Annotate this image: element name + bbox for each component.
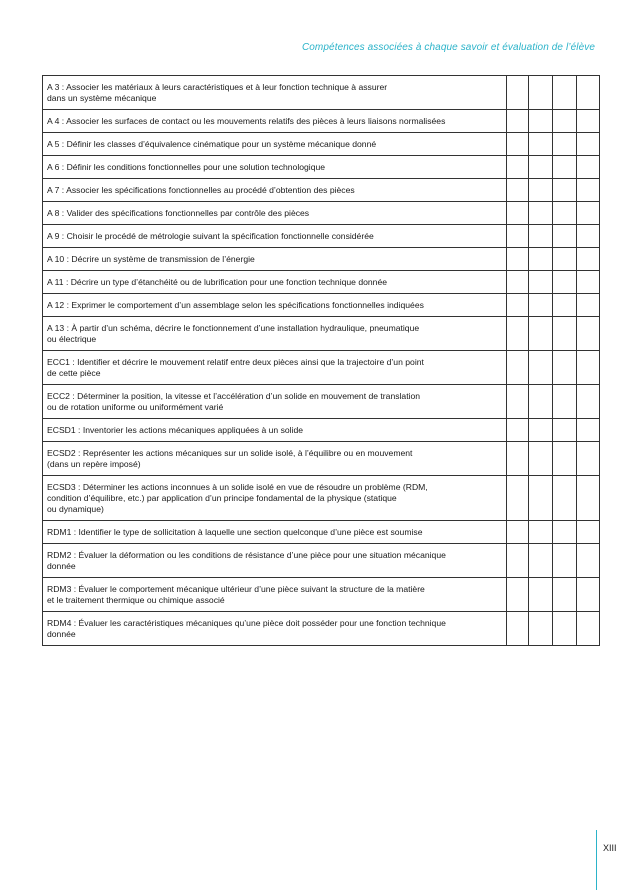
evaluation-checkbox-cell[interactable] [577,294,600,317]
competence-label-line: donnée [47,628,76,639]
table-row [43,156,600,179]
evaluation-checkbox-cell[interactable] [507,294,529,317]
table-row [43,612,600,646]
evaluation-checkbox-cell[interactable] [553,442,577,476]
competence-label-line: ECC1 : Identifier et décrire le mouvement relatif entre deux pièces ainsi que la trajectoire d’un point [47,356,424,367]
competence-label-line: RDM4 : Évaluer les caractéristiques mécaniques qu’une pièce doit posséder pour une fonction technique [47,617,446,628]
table-row [43,351,600,385]
evaluation-checkbox-cell[interactable] [553,476,577,521]
evaluation-checkbox-cell[interactable] [577,351,600,385]
evaluation-checkbox-cell[interactable] [553,248,577,271]
competence-label [43,133,507,156]
table-row [43,271,600,294]
competence-label-line: A 11 : Décrire un type d’étanchéité ou de lubrification pour une fonction technique donnée [47,276,388,287]
evaluation-checkbox-cell[interactable] [577,419,600,442]
evaluation-checkbox-cell[interactable] [507,351,529,385]
competence-label-line: condition d’équilibre, etc.) par application d’un principe fondamental de la physique (statique [47,492,397,503]
evaluation-checkbox-cell[interactable] [577,385,600,419]
evaluation-checkbox-cell[interactable] [577,578,600,612]
competence-label-line: de cette pièce [47,367,101,378]
competence-label-line: et le traitement thermique ou chimique associé [47,594,225,605]
competence-label [43,271,507,294]
evaluation-checkbox-cell[interactable] [577,225,600,248]
evaluation-checkbox-cell[interactable] [507,271,529,294]
evaluation-checkbox-cell[interactable] [507,544,529,578]
evaluation-checkbox-cell[interactable] [577,521,600,544]
evaluation-checkbox-cell[interactable] [577,442,600,476]
competence-label-line: A 8 : Valider des spécifications fonctionnelles par contrôle des pièces [47,207,310,218]
competence-label-line: A 9 : Choisir le procédé de métrologie suivant la spécification fonctionnelle considérée [47,230,374,241]
table-row [43,76,600,110]
competence-label-line: A 3 : Associer les matériaux à leurs caractéristiques et à leur fonction technique à assurer [47,81,388,92]
evaluation-checkbox-cell[interactable] [577,476,600,521]
skills-evaluation-table [42,75,600,646]
evaluation-checkbox-cell[interactable] [507,156,529,179]
table-row [43,294,600,317]
competence-label-line: ECSD2 : Représenter les actions mécaniques sur un solide isolé, à l’équilibre ou en mouvement [47,447,413,458]
evaluation-checkbox-cell[interactable] [529,179,553,202]
competence-label [43,225,507,248]
evaluation-checkbox-cell[interactable] [553,385,577,419]
evaluation-checkbox-cell[interactable] [553,419,577,442]
evaluation-checkbox-cell[interactable] [577,76,600,110]
evaluation-checkbox-cell[interactable] [507,76,529,110]
competence-label [43,442,507,476]
table-row [43,179,600,202]
evaluation-checkbox-cell[interactable] [553,544,577,578]
evaluation-checkbox-cell[interactable] [553,578,577,612]
evaluation-checkbox-cell[interactable] [529,248,553,271]
evaluation-checkbox-cell[interactable] [529,294,553,317]
competence-label [43,179,507,202]
running-header-title: Compétences associées à chaque savoir et évaluation de l’élève [301,42,595,53]
evaluation-checkbox-cell[interactable] [553,133,577,156]
evaluation-checkbox-cell[interactable] [553,294,577,317]
competence-label-line: ECSD1 : Inventorier les actions mécaniques appliquées à un solide [47,424,304,435]
evaluation-checkbox-cell[interactable] [529,578,553,612]
competence-label [43,578,507,612]
table-row [43,578,600,612]
evaluation-checkbox-cell[interactable] [507,385,529,419]
evaluation-checkbox-cell[interactable] [507,578,529,612]
competence-label [43,248,507,271]
evaluation-checkbox-cell[interactable] [507,179,529,202]
table-row [43,248,600,271]
competence-label [43,476,507,521]
competence-label-line: A 5 : Définir les classes d’équivalence cinématique pour un système mécanique donné [47,138,377,149]
competence-label [43,202,507,225]
table-row [43,110,600,133]
evaluation-checkbox-cell[interactable] [577,248,600,271]
evaluation-checkbox-cell[interactable] [529,202,553,225]
evaluation-checkbox-cell[interactable] [507,133,529,156]
evaluation-checkbox-cell[interactable] [529,419,553,442]
competence-label-line: ECC2 : Déterminer la position, la vitesse et l’accélération d’un solide en mouvement de translation [47,390,421,401]
evaluation-checkbox-cell[interactable] [529,385,553,419]
competence-label-line: RDM2 : Évaluer la déformation ou les conditions de résistance d’une pièce pour une situation mécanique [47,549,446,560]
evaluation-checkbox-cell[interactable] [529,225,553,248]
competence-label-line: A 10 : Décrire un système de transmission de l’énergie [47,253,255,264]
evaluation-checkbox-cell[interactable] [529,133,553,156]
evaluation-checkbox-cell[interactable] [553,225,577,248]
competence-label-line: ou de rotation uniforme ou uniformément varié [47,401,224,412]
evaluation-checkbox-cell[interactable] [577,110,600,133]
evaluation-checkbox-cell[interactable] [553,179,577,202]
evaluation-checkbox-cell[interactable] [577,179,600,202]
evaluation-checkbox-cell[interactable] [507,521,529,544]
competence-label-line: A 7 : Associer les spécifications fonctionnelles au procédé d’obtention des pièces [47,184,355,195]
evaluation-checkbox-cell[interactable] [529,351,553,385]
evaluation-checkbox-cell[interactable] [507,419,529,442]
evaluation-checkbox-cell[interactable] [529,476,553,521]
table-row [43,521,600,544]
evaluation-checkbox-cell[interactable] [577,202,600,225]
evaluation-checkbox-cell[interactable] [577,271,600,294]
page-number: XIII [603,843,617,853]
competence-label [43,156,507,179]
competence-label-line: A 4 : Associer les surfaces de contact ou les mouvements relatifs des pièces à leurs liaisons normalisées [47,115,446,126]
evaluation-checkbox-cell[interactable] [507,317,529,351]
table-row [43,442,600,476]
evaluation-checkbox-cell[interactable] [529,544,553,578]
evaluation-checkbox-cell[interactable] [577,133,600,156]
competence-label [43,521,507,544]
footer-accent-rule [596,830,597,890]
evaluation-checkbox-cell[interactable] [529,76,553,110]
evaluation-checkbox-cell[interactable] [507,476,529,521]
competence-label [43,76,507,110]
competence-label [43,351,507,385]
evaluation-checkbox-cell[interactable] [507,110,529,133]
evaluation-checkbox-cell[interactable] [553,521,577,544]
table-row [43,317,600,351]
table-row [43,544,600,578]
competence-label [43,294,507,317]
evaluation-checkbox-cell[interactable] [529,612,553,646]
table-row [43,133,600,156]
evaluation-checkbox-cell[interactable] [507,202,529,225]
competence-label [43,317,507,351]
competence-label [43,544,507,578]
competence-label [43,385,507,419]
evaluation-checkbox-cell[interactable] [529,442,553,476]
skills-table-body [43,76,600,646]
evaluation-checkbox-cell[interactable] [507,225,529,248]
competence-label-line: A 6 : Définir les conditions fonctionnelles pour une solution technologique [47,161,326,172]
evaluation-checkbox-cell[interactable] [553,76,577,110]
evaluation-checkbox-cell[interactable] [529,521,553,544]
evaluation-checkbox-cell[interactable] [553,202,577,225]
evaluation-checkbox-cell[interactable] [577,317,600,351]
evaluation-checkbox-cell[interactable] [553,351,577,385]
evaluation-checkbox-cell[interactable] [529,271,553,294]
table-row [43,419,600,442]
evaluation-checkbox-cell[interactable] [529,317,553,351]
evaluation-checkbox-cell[interactable] [529,110,553,133]
evaluation-checkbox-cell[interactable] [577,612,600,646]
evaluation-checkbox-cell[interactable] [507,248,529,271]
table-row [43,476,600,521]
evaluation-checkbox-cell[interactable] [529,156,553,179]
competence-label-line: ou électrique [47,333,97,344]
evaluation-checkbox-cell[interactable] [553,612,577,646]
competence-label-line: donnée [47,560,76,571]
evaluation-checkbox-cell[interactable] [553,271,577,294]
competence-label [43,419,507,442]
table-row [43,202,600,225]
evaluation-checkbox-cell[interactable] [577,156,600,179]
competence-label-line: ou dynamique) [47,503,104,514]
competence-label-line: A 12 : Exprimer le comportement d’un assemblage selon les spécifications fonctionnelles indiquées [47,299,424,310]
competence-label-line: RDM1 : Identifier le type de sollicitation à laquelle une section quelconque d’une pièce est soumise [47,526,423,537]
evaluation-checkbox-cell[interactable] [507,612,529,646]
evaluation-checkbox-cell[interactable] [553,317,577,351]
table-row [43,225,600,248]
competence-label [43,612,507,646]
competence-label-line: dans un système mécanique [47,92,157,103]
competence-label-line: ECSD3 : Déterminer les actions inconnues à un solide isolé en vue de résoudre un problème (RDM, [47,481,428,492]
evaluation-checkbox-cell[interactable] [507,442,529,476]
competence-label-line: RDM3 : Évaluer le comportement mécanique ultérieur d’une pièce suivant la structure de la matière [47,583,425,594]
evaluation-checkbox-cell[interactable] [553,156,577,179]
table-row [43,385,600,419]
evaluation-checkbox-cell[interactable] [553,110,577,133]
competence-label [43,110,507,133]
competence-label-line: A 13 : À partir d’un schéma, décrire le fonctionnement d’une installation hydraulique, pneumatique [47,322,420,333]
competence-label-line: (dans un repère imposé) [47,458,141,469]
evaluation-checkbox-cell[interactable] [577,544,600,578]
